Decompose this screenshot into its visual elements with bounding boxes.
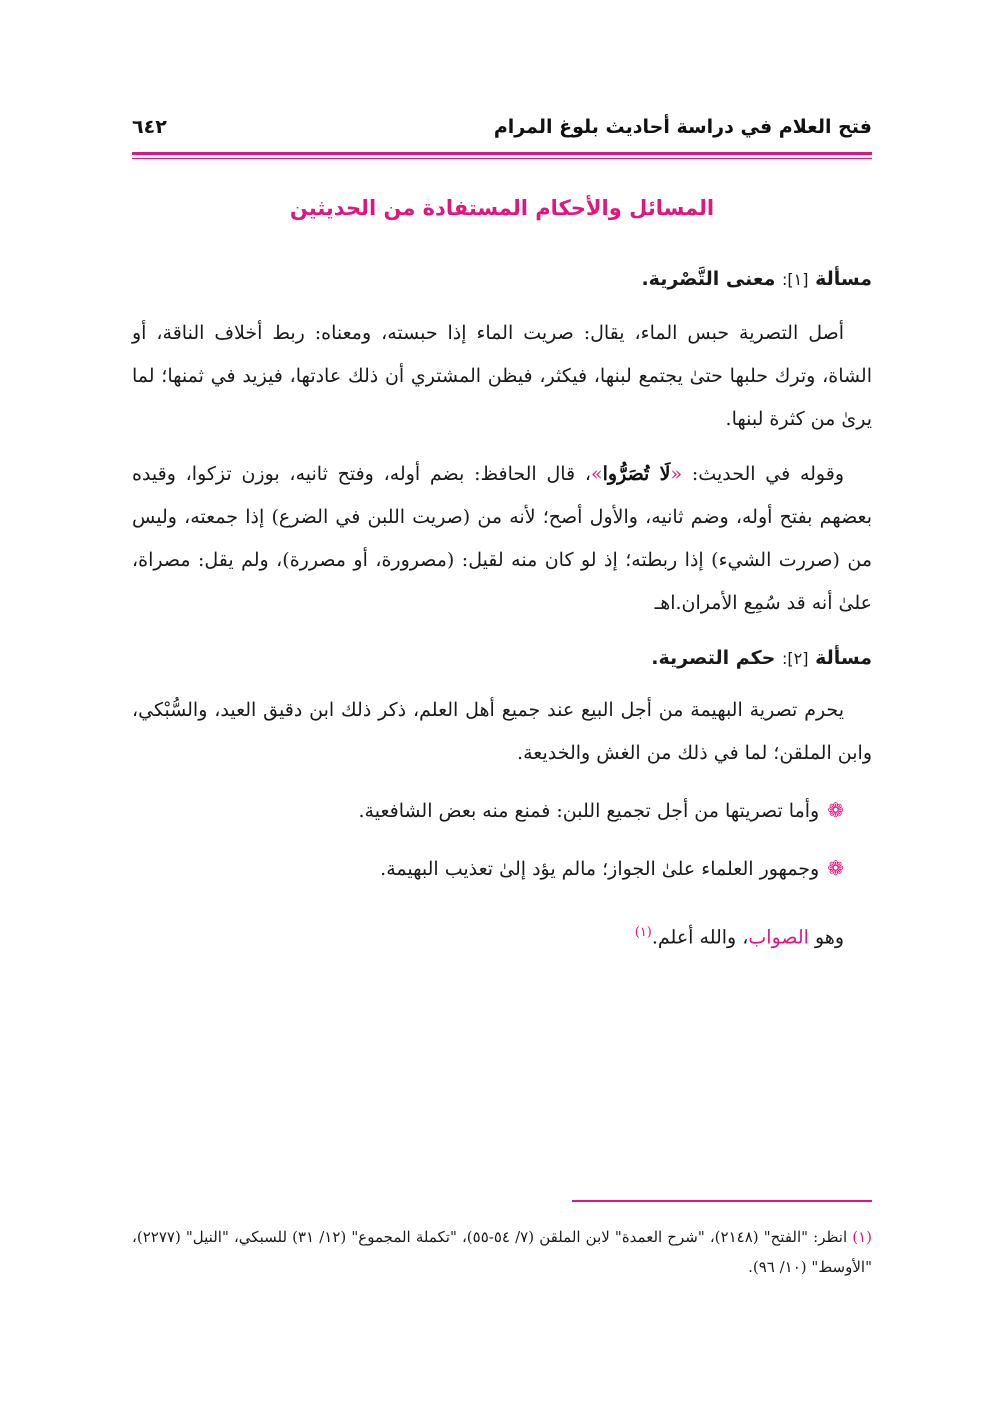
quote-close-mark: » <box>591 463 603 485</box>
header-rule-thin <box>132 158 872 159</box>
masala-2-heading <box>132 647 872 669</box>
page-number: ٦٤٢ <box>132 116 167 138</box>
paragraph-3: يحرم تصرية البهيمة من أجل البيع عند جميع أهل العلم، ذكر ذلك ابن دقيق العيد، والسُّبْكي، وابن الملقن؛ لما في ذلك من الغش والخديعة. <box>132 699 872 764</box>
paragraph-2-lead: وقوله في الحديث: <box>691 463 845 485</box>
footnote-reference[interactable]: (١) <box>634 925 652 940</box>
masala-number: [٢]: <box>782 649 809 668</box>
bullet-item <box>132 847 872 891</box>
header-rule-thick <box>132 152 872 155</box>
section-title: المسائل والأحكام المستفادة من الحديثين <box>289 196 715 220</box>
masala-1-heading <box>132 268 872 290</box>
masala-number: [١]: <box>782 270 809 289</box>
masala-title: معنى التَّصْرية. <box>641 268 776 290</box>
closing-lead: وهو <box>814 926 844 949</box>
closing-line <box>132 911 872 959</box>
footnote-number: (١) <box>852 1228 873 1246</box>
hadith-quote <box>591 463 682 485</box>
bullet-text: وجمهور العلماء علىٰ الجواز؛ مالم يؤد إلىٰ تعذيب البهيمة. <box>380 858 820 880</box>
bullet-text: وأما تصريتها من أجل تجميع اللبن: فمنع منه بعض الشافعية. <box>358 800 820 822</box>
closing-highlight: الصواب <box>748 926 809 949</box>
masala-label: مسألة <box>815 268 872 290</box>
quote-open-mark: « <box>670 463 683 485</box>
bullet-item <box>132 789 872 833</box>
closing-tail: ، والله أعلم. <box>651 926 749 949</box>
footnote-rule <box>572 1200 872 1202</box>
paragraph-1: أصل التصرية حبس الماء، يقال: صريت الماء إذا حبسته، ومعناه: ربط أخلاف الناقة، أو الشاة، وترك حلبها حتىٰ يجتمع لبنها، فيكثر، فيظن المشتري أن ذلك عادتها، فيزيد في ثمنها؛ لما يرىٰ من كثرة لبنها. <box>132 322 872 430</box>
paragraph-2-body: ، قال الحافظ: بضم أوله، وفتح ثانيه، بوزن تزكوا، وقيده بعضهم بفتح أوله، وضم ثانيه، والأول أصح؛ لأنه من (صريت اللبن في الضرع) إذا جمعته، وليس من (صررت الشيء) إذا ربطته؛ إذ لو كان منه لقيل: (مصرورة، أو مصررة)، ولم يقل: مصراة، علىٰ أنه قد سُمِع الأمران.اهـ <box>132 463 872 614</box>
body-text <box>132 268 872 959</box>
running-header <box>132 110 872 150</box>
masala-label: مسألة <box>815 647 872 669</box>
paragraph-2 <box>132 453 872 625</box>
flower-icon: ❁ <box>827 798 844 822</box>
footnote <box>132 1222 872 1282</box>
quote-text: لَا تُصَرُّوا <box>602 463 671 485</box>
flower-icon: ❁ <box>827 856 844 880</box>
book-title: فتح العلام في دراسة أحاديث بلوغ المرام <box>493 116 872 138</box>
footnote-text: انظر: "الفتح" (٢١٤٨)، "شرح العمدة" لابن الملقن (٧/ ٥٤-٥٥)، "تكملة المجموع" (١٢/ ٣١) للسبكي، "النيل" (٢٢٧٧)، "الأوسط" (١٠/ ٩٦). <box>132 1228 872 1276</box>
masala-title: حكم التصرية. <box>651 647 776 669</box>
